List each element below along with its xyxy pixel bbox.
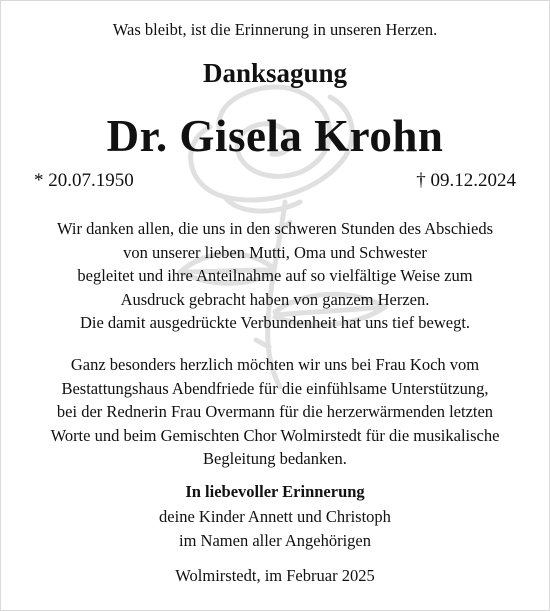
special-thanks-line: Worte und beim Gemischten Chor Wolmirstedt für die musikalische bbox=[50, 425, 500, 445]
special-thanks-line: bei der Rednerin Frau Overmann für die herzerwärmenden letzten bbox=[56, 402, 494, 421]
thanks-line: Wir danken allen, die uns in den schweren Stunden des Abschieds bbox=[56, 219, 494, 238]
thanks-line: von unserer lieben Mutti, Oma und Schwester bbox=[123, 242, 427, 262]
thanks-line: Ausdruck gebracht haben von ganzem Herzen. bbox=[120, 289, 430, 309]
signature-line: im Namen aller Angehörigen bbox=[179, 530, 371, 550]
closing-title: In liebevoller Erinnerung bbox=[185, 482, 365, 501]
special-thanks-paragraph bbox=[0, 353, 550, 471]
notice-heading: Danksagung bbox=[202, 58, 348, 88]
special-thanks-line: Begleitung bedanken. bbox=[203, 449, 347, 468]
deceased-name: Dr. Gisela Krohn bbox=[106, 111, 444, 161]
special-thanks-line: Bestattungshaus Abendfriede für die einfühlsame Unterstützung, bbox=[61, 378, 489, 398]
thanks-paragraph bbox=[0, 217, 550, 335]
birth-date: * 20.07.1950 bbox=[34, 170, 134, 191]
death-date: † 09.12.2024 bbox=[416, 170, 516, 191]
closing-signature bbox=[0, 505, 550, 552]
thanks-line: Die damit ausgedrückte Verbundenheit hat uns tief bewegt. bbox=[79, 313, 471, 332]
motto-text: Was bleibt, ist die Erinnerung in unseren Herzen. bbox=[112, 20, 438, 39]
thanks-line: begleitet und ihre Anteilnahme auf so vielfältige Weise zum bbox=[77, 266, 473, 285]
special-thanks-line: Ganz besonders herzlich möchten wir uns bei Frau Koch vom bbox=[70, 355, 480, 374]
place-and-date: Wolmirstedt, im Februar 2025 bbox=[175, 566, 375, 585]
signature-line: deine Kinder Annett und Christoph bbox=[159, 507, 391, 526]
life-dates bbox=[34, 170, 516, 192]
